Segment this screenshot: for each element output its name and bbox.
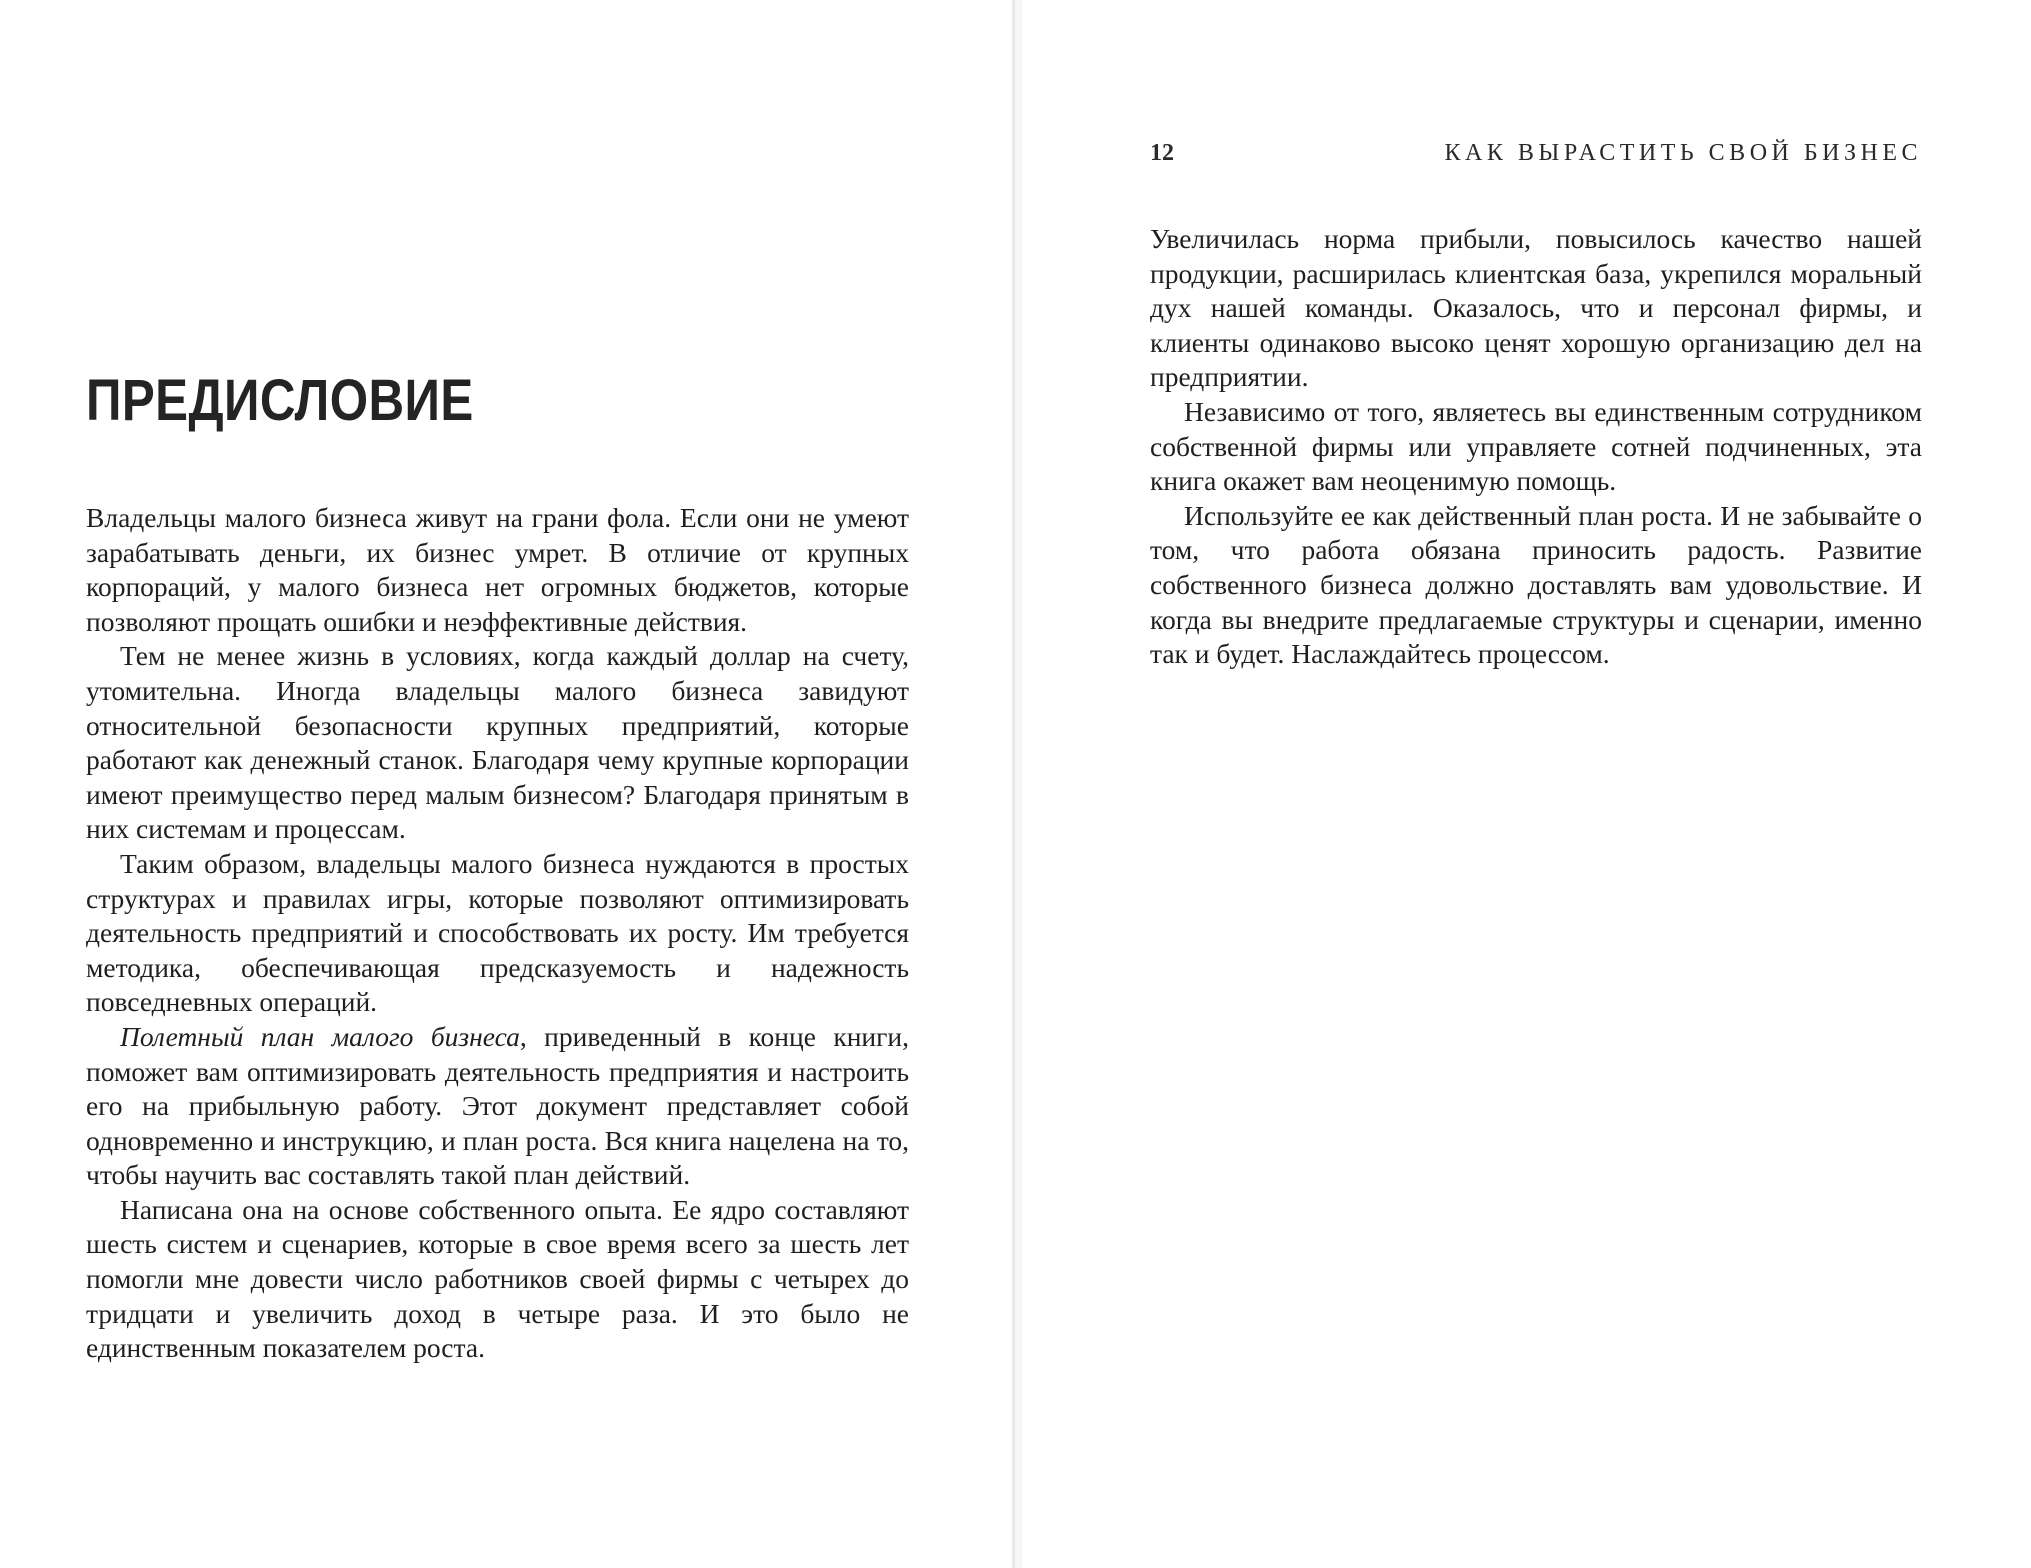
left-page-body	[86, 501, 909, 1366]
chapter-title: ПРЕДИСЛОВИЕ	[86, 368, 474, 433]
paragraph: Независимо от того, являетесь вы единственным сотрудником собственной фирмы или управляете сотней подчиненных, эта книга окажет вам неоценимую помощь.	[1150, 395, 1922, 497]
right-page-body	[1150, 222, 1922, 672]
paragraph: Владельцы малого бизнеса живут на грани фола. Если они не умеют зарабатывать деньги, их бизнес умрет. В отличие от крупных корпораций, у малого бизнеса нет огромных бюджетов, которые позволяют прощать ошибки и неэффективные действия.	[86, 502, 909, 637]
paragraph: Увеличилась норма прибыли, повысилось качество нашей продукции, расширилась клиентская база, укрепился моральный дух нашей команды. Оказалось, что и персонал фирмы, и клиенты одинаково высоко ценят хорошую организацию дел на предприятии.	[1150, 223, 1922, 393]
paragraph: Написана она на основе собственного опыта. Ее ядро составляют шесть систем и сценариев, которые в свое время всего за шесть лет помогли мне довести число работников своей фирмы с четырех до тридцати и увеличить доход в четыре раза. И это было не единственным показателем роста.	[86, 1193, 909, 1364]
book-plan-italic-phrase: Полетный план малого бизнеса	[120, 1020, 520, 1052]
page-number: 12	[1150, 140, 1174, 166]
running-header	[1150, 140, 1922, 167]
paragraph	[86, 1020, 909, 1193]
running-title: КАК ВЫРАСТИТЬ СВОЙ БИЗНЕС	[1444, 140, 1922, 166]
paragraph-text: , приведенный в конце книги, поможет вам оптимизировать деятельность предприятия и настроить его на прибыльную работу. Этот документ представляет собой одновременно и инструкцию, и план роста. Вся книга нацелена на то, чтобы научить вас составлять такой план действий.	[86, 1020, 909, 1191]
paragraph: Тем не менее жизнь в условиях, когда каждый доллар на счету, утомительна. Иногда владельцы малого бизнеса завидуют относительной безопасности крупных предприятий, которые работают как денежный станок. Благодаря чему крупные корпорации имеют преимущество перед малым бизнесом? Благодаря принятым в них системам и процессам.	[86, 640, 909, 845]
page-gutter-divider	[1012, 0, 1015, 1568]
paragraph: Таким образом, владельцы малого бизнеса нуждаются в простых структурах и правилах игры, которые позволяют оптимизировать деятельность предприятий и способствовать их росту. Им требуется методика, обеспечивающая предсказуемость и надежность повседневных операций.	[86, 847, 909, 1018]
paragraph: Используйте ее как действенный план роста. И не забывайте о том, что работа обязана приносить радость. Развитие собственного бизнеса должно доставлять вам удовольствие. И когда вы внедрите предлагаемые структуры и сценарии, именно так и будет. Наслаждайтесь процессом.	[1150, 499, 1922, 670]
